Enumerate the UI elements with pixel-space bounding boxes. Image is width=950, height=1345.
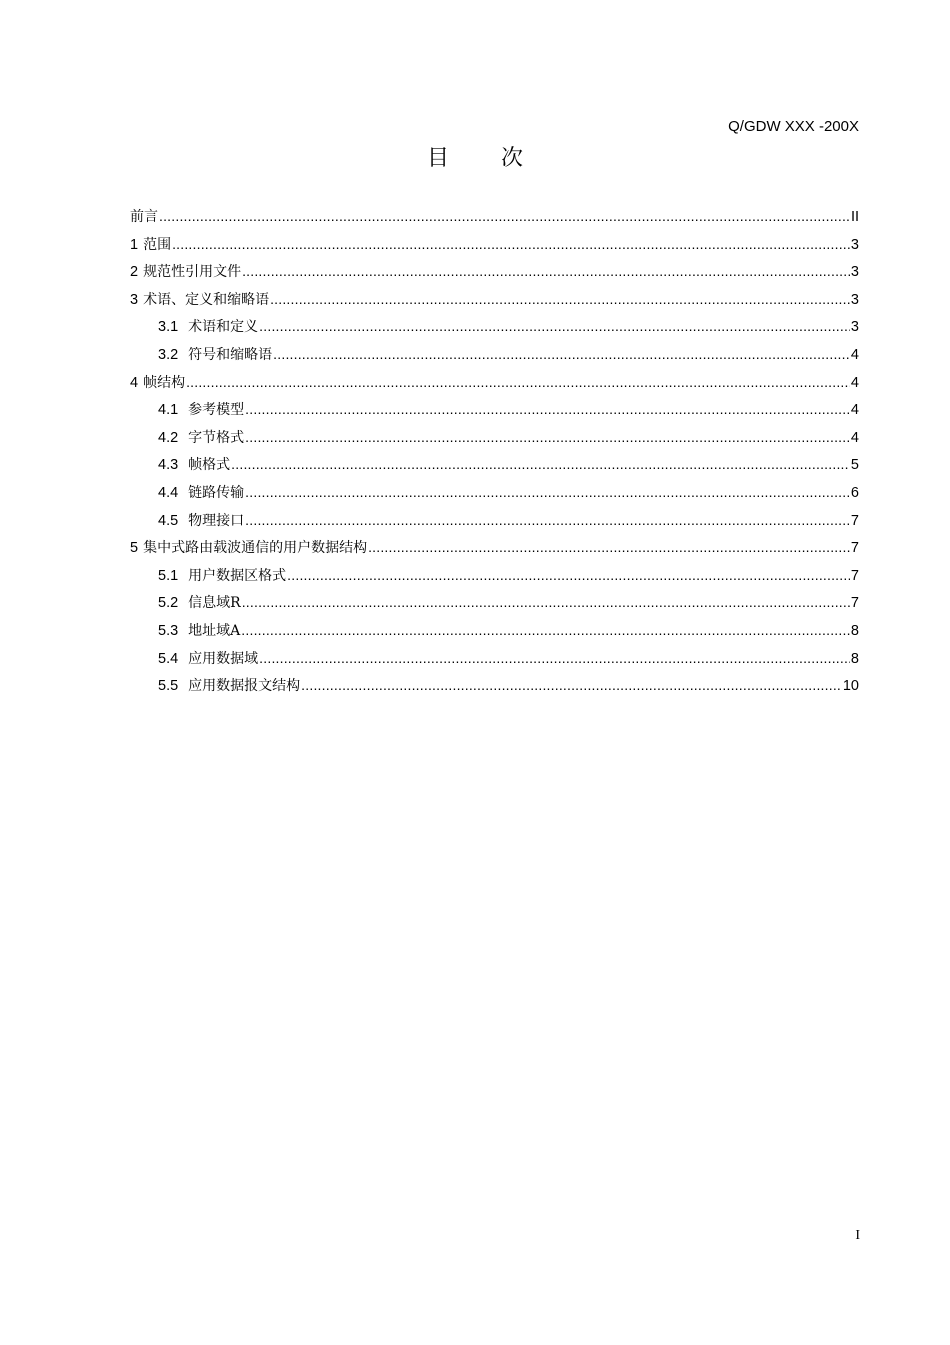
toc-entry-title: 集中式路由载波通信的用户数据结构 bbox=[143, 540, 368, 557]
toc-dot-leader bbox=[273, 341, 850, 369]
toc-entry[interactable] bbox=[130, 231, 859, 259]
toc-entry-title: 地址域A bbox=[188, 622, 241, 639]
toc-entry-number: 3.1 bbox=[158, 319, 179, 336]
toc-entry-number: 4.5 bbox=[158, 512, 179, 529]
toc-dot-leader bbox=[245, 479, 850, 507]
toc-entry-number: 5.1 bbox=[158, 567, 179, 584]
toc-entry-title: 帧格式 bbox=[188, 457, 231, 474]
toc-entry-title: 规范性引用文件 bbox=[143, 264, 242, 281]
toc-dot-leader bbox=[301, 672, 842, 700]
toc-entry-number: 4.3 bbox=[158, 457, 179, 474]
toc-entry[interactable] bbox=[130, 369, 859, 397]
toc-entry-title: 应用数据报文结构 bbox=[188, 678, 301, 695]
toc-entry-number: 5.2 bbox=[158, 595, 179, 612]
toc-entry-title: 术语和定义 bbox=[188, 319, 259, 336]
toc-entry[interactable] bbox=[130, 424, 859, 452]
toc-entry-page-number: 3 bbox=[850, 319, 859, 336]
toc-dot-leader bbox=[287, 562, 850, 590]
toc-entry-title: 符号和缩略语 bbox=[188, 346, 273, 363]
toc-title-char-2: 次 bbox=[501, 146, 524, 171]
toc-entry-title: 用户数据区格式 bbox=[188, 567, 287, 584]
toc-entry-page-number: 6 bbox=[850, 484, 859, 501]
toc-entry[interactable] bbox=[130, 645, 859, 673]
toc-entry-page-number: 4 bbox=[850, 429, 859, 446]
toc-dot-leader bbox=[270, 286, 850, 314]
toc-entry-page-number: 7 bbox=[850, 567, 859, 584]
toc-entry-number: 4.1 bbox=[158, 402, 179, 419]
toc-entry-number: 3.2 bbox=[158, 346, 179, 363]
toc-entry-page-number: 3 bbox=[850, 236, 859, 253]
toc-entry-number: 3 bbox=[130, 291, 139, 308]
toc-entry-title: 应用数据域 bbox=[188, 650, 259, 667]
toc-dot-leader bbox=[241, 617, 850, 645]
toc-dot-leader bbox=[159, 203, 850, 231]
toc-entry-title: 范围 bbox=[143, 236, 172, 253]
toc-entry-page-number: 10 bbox=[842, 678, 859, 695]
toc-title bbox=[0, 144, 950, 174]
toc-entry[interactable] bbox=[130, 203, 859, 231]
toc-entry-title: 链路传输 bbox=[188, 484, 245, 501]
toc-dot-leader bbox=[245, 396, 850, 424]
document-code: Q/GDW XXX -200X bbox=[728, 118, 859, 135]
toc-entry-title: 字节格式 bbox=[188, 429, 245, 446]
toc-entry-title: 帧结构 bbox=[143, 374, 186, 391]
toc-dot-leader bbox=[242, 589, 850, 617]
toc-entry-number: 5 bbox=[130, 540, 139, 557]
toc-entry-number: 4.4 bbox=[158, 484, 179, 501]
toc-entry-page-number: 7 bbox=[850, 595, 859, 612]
toc-dot-leader bbox=[245, 424, 850, 452]
toc-entry[interactable] bbox=[130, 617, 859, 645]
toc-dot-leader bbox=[242, 258, 850, 286]
toc-entry[interactable] bbox=[130, 258, 859, 286]
toc-entry-number: 4.2 bbox=[158, 429, 179, 446]
toc-entry-number: 5.4 bbox=[158, 650, 179, 667]
toc-entry-title: 前言 bbox=[130, 209, 158, 225]
toc-entry-page-number: 3 bbox=[850, 264, 859, 281]
toc-entry-number: 4 bbox=[130, 374, 139, 391]
toc-dot-leader bbox=[231, 451, 850, 479]
toc-dot-leader bbox=[259, 313, 850, 341]
toc-entry[interactable] bbox=[130, 313, 859, 341]
toc-entry-number: 2 bbox=[130, 264, 139, 281]
toc-entry[interactable] bbox=[130, 589, 859, 617]
toc-entry-page-number: 5 bbox=[850, 457, 859, 474]
toc-entry[interactable] bbox=[130, 534, 859, 562]
toc-entry-number: 1 bbox=[130, 236, 139, 253]
toc-entry-page-number: 7 bbox=[850, 540, 859, 557]
toc-entry-number: 5.5 bbox=[158, 678, 179, 695]
toc-entry-page-number: 4 bbox=[850, 402, 859, 419]
page-number: I bbox=[855, 1228, 860, 1243]
toc-entry[interactable] bbox=[130, 562, 859, 590]
toc-dot-leader bbox=[259, 645, 850, 673]
toc-entry-title: 物理接口 bbox=[188, 512, 245, 529]
toc-entry-page-number: 8 bbox=[850, 650, 859, 667]
toc-dot-leader bbox=[186, 369, 850, 397]
toc-entry[interactable] bbox=[130, 672, 859, 700]
toc-entry-page-number: 8 bbox=[850, 622, 859, 639]
toc-entry-page-number: II bbox=[850, 209, 859, 225]
toc-entry-page-number: 3 bbox=[850, 291, 859, 308]
toc-dot-leader bbox=[172, 231, 850, 259]
toc-dot-leader bbox=[368, 534, 850, 562]
toc-entry[interactable] bbox=[130, 451, 859, 479]
toc-entry[interactable] bbox=[130, 341, 859, 369]
toc-entry-page-number: 7 bbox=[850, 512, 859, 529]
table-of-contents bbox=[130, 203, 859, 700]
toc-entry-page-number: 4 bbox=[850, 346, 859, 363]
toc-entry-title: 术语、定义和缩略语 bbox=[143, 291, 270, 308]
toc-entry-title: 参考模型 bbox=[188, 402, 245, 419]
toc-entry[interactable] bbox=[130, 507, 859, 535]
toc-entry[interactable] bbox=[130, 286, 859, 314]
toc-dot-leader bbox=[245, 507, 850, 535]
toc-entry-page-number: 4 bbox=[850, 374, 859, 391]
toc-entry[interactable] bbox=[130, 479, 859, 507]
toc-entry[interactable] bbox=[130, 396, 859, 424]
toc-entry-title: 信息域R bbox=[188, 595, 241, 612]
toc-title-char-1: 目 bbox=[426, 146, 449, 171]
toc-entry-number: 5.3 bbox=[158, 622, 179, 639]
